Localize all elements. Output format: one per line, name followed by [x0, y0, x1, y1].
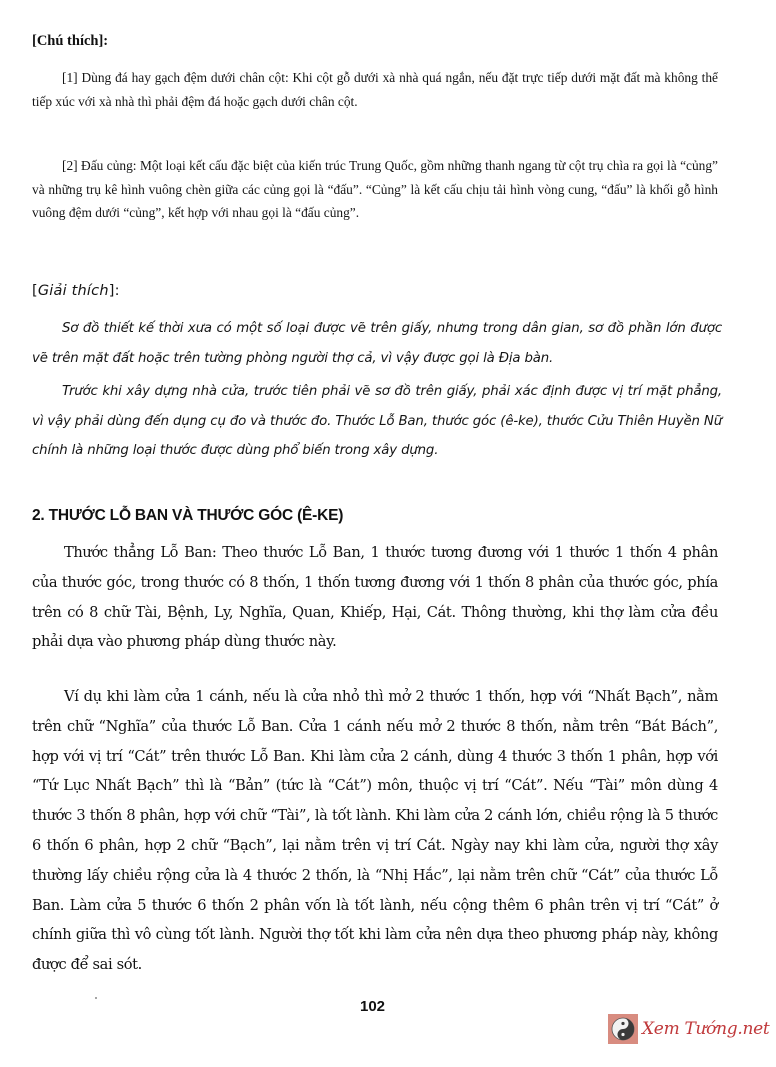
section-paragraph-1: Thước thẳng Lỗ Ban: Theo thước Lỗ Ban, 1 thước tương đương với 1 thước 1 thốn 4 phân của thước góc, trong thước có 8 thốn, 1 thốn tương đương với 1 thốn 8 phân của thước góc, phía trên có 8 chữ Tài, Bệnh, Ly, Nghĩa, Quan, Khiếp, Hại, Cát. Thông thường, khi thợ làm cửa đều phải dựa vào phương pháp dùng thước này.: [32, 544, 718, 651]
section-paragraph-2: Ví dụ khi làm cửa 1 cánh, nếu là cửa nhỏ thì mở 2 thước 1 thốn, hợp với “Nhất Bạch”, nằm trên chữ “Nghĩa” của thước Lỗ Ban. Cửa 1 cánh nếu mở 2 thước 8 thốn, nằm trên “Bát Bách”, hợp với vị trí “Cát” trên thước Lỗ Ban. Khi làm cửa 2 cánh, dùng 4 thước 3 thốn 1 phân, hợp với “Tứ Lục Nhất Bạch” thì là “Bản” (tức là “Cát”) môn, thuộc vị trí “Cát”. Nếu “Tài” môn dùng 4 thước 3 thốn 8 phân, hợp với chữ “Tài”, là tốt lành. Khi làm cửa 2 cánh lớn, chiều rộng là 5 thước 6 thốn 6 phân, hợp 2 chữ “Bạch”, lại nằm trên vị trí Cát. Ngày nay khi làm cửa, người thợ xây thường lấy chiều rộng cửa là 4 thước 2 thốn, là “Nhị Hắc”, lại nằm trên chữ “Cát” của thước Lỗ Ban. Làm cửa 5 thước 6 thốn 2 phân vốn là tốt lành, nếu cộng thêm 6 phân trên vị trí “Cát” ở chính giữa thì vô cùng tốt lành. Người thợ tốt khi làm cửa nên dựa theo phương pháp này, không được để sai sót.: [32, 688, 718, 974]
explanation-paragraph-2: Trước khi xây dựng nhà cửa, trước tiên phải vẽ sơ đồ trên giấy, phải xác định được vị trí mặt phẳng, vì vậy phải dùng đến dụng cụ đo và thước đo. Thước Lỗ Ban, thước góc (ê-ke), thước Cửu Thiên Huyền Nữ chính là những loại thước được dùng phổ biến trong xây dựng.: [32, 384, 722, 458]
note-item-2: [2] Đấu củng: Một loại kết cấu đặc biệt của kiến trúc Trung Quốc, gồm những thanh ngang từ cột trụ chìa ra gọi là “củng” và những trụ kê hình vuông chèn giữa các củng gọi là “đấu”. “Củng” là kết cấu chịu tải hình vòng cung, “đấu” là khối gỗ hình vuông đệm dưới “củng”, kết hợp với nhau gọi là “đấu củng”.: [32, 158, 718, 220]
yin-yang-icon: [611, 1017, 635, 1041]
watermark: [608, 1014, 769, 1044]
scan-speck: [95, 997, 97, 999]
explanation-heading-word: Giải thích: [37, 283, 109, 299]
explanation-heading-close: ]:: [108, 283, 120, 299]
explanation-heading: [32, 283, 120, 299]
watermark-logo: [608, 1014, 638, 1044]
page-number: 102: [360, 998, 386, 1015]
notes-heading: [Chú thích]:: [32, 33, 109, 49]
watermark-text: Xem Tướng.net: [642, 1019, 770, 1039]
explanation-heading-open: [: [32, 283, 38, 299]
note-item-1: [1] Dùng đá hay gạch đệm dưới chân cột: Khi cột gỗ dưới xà nhà quá ngắn, nếu đặt trực tiếp dưới mặt đất mà không thể tiếp xúc với xà nhà thì phải đệm đá hoặc gạch dưới chân cột.: [32, 70, 718, 109]
explanation-paragraph-1: Sơ đồ thiết kế thời xưa có một số loại được vẽ trên giấy, nhưng trong dân gian, sơ đồ phần lớn được vẽ trên mặt đất hoặc trên tường phòng người thợ cả, vì vậy được gọi là Địa bàn.: [32, 321, 722, 366]
section-heading: 2. THƯỚC LỖ BAN VÀ THƯỚC GÓC (Ê-KE): [32, 507, 344, 524]
